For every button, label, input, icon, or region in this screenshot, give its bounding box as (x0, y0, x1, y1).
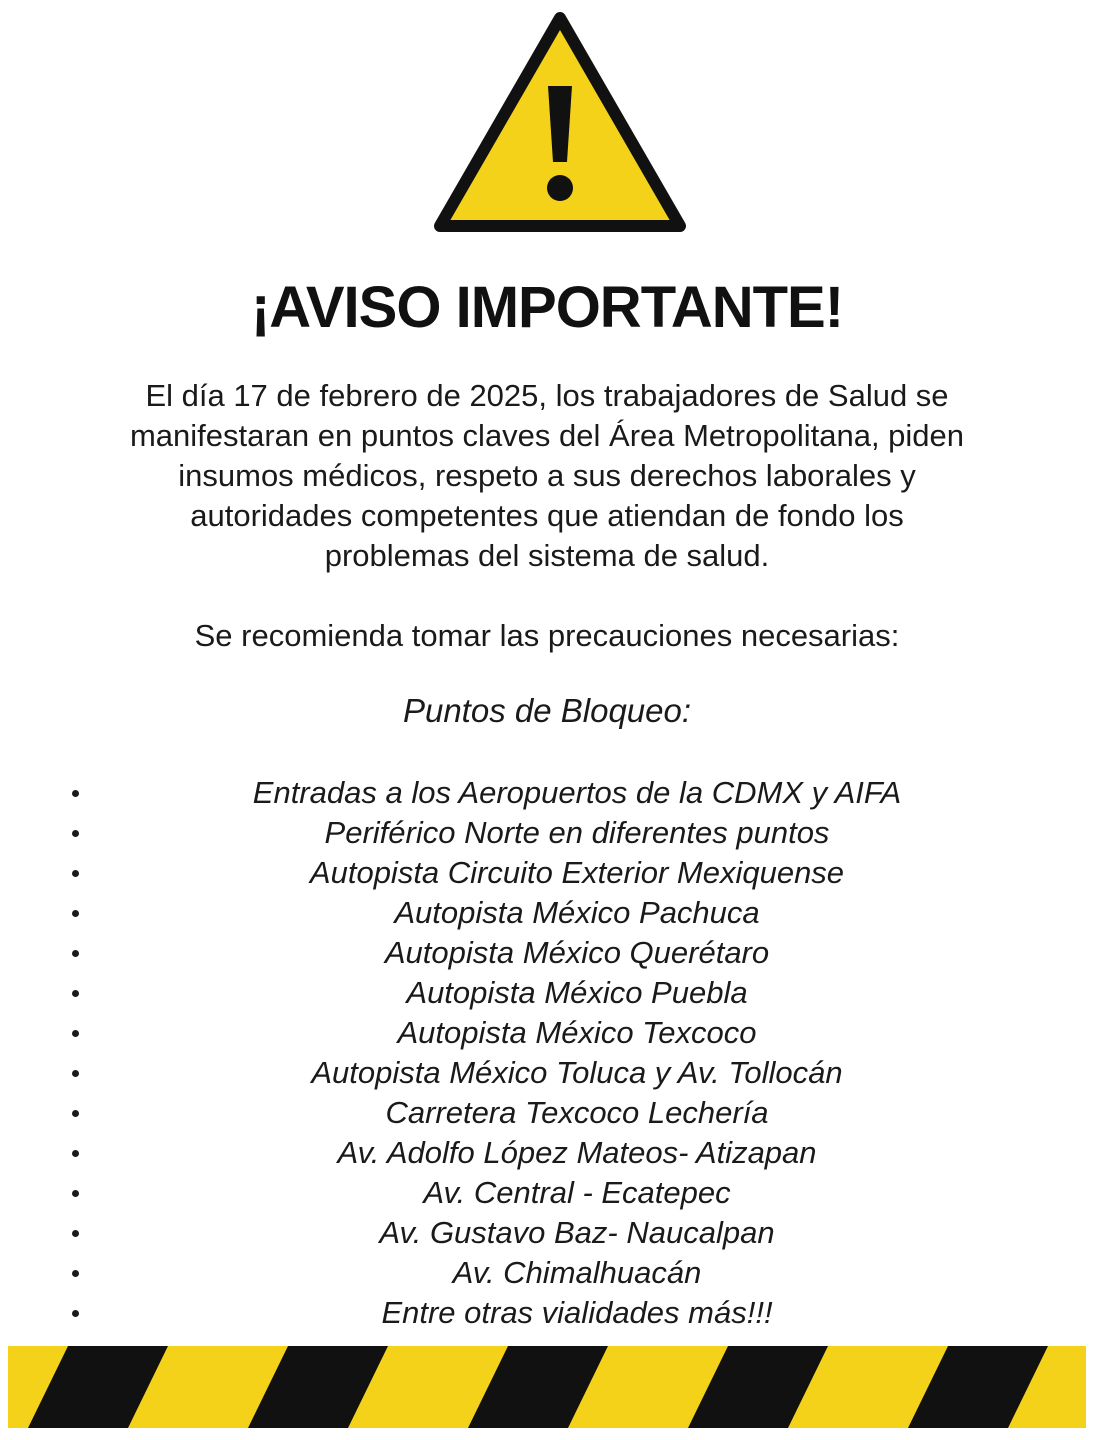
bullet-icon (72, 950, 79, 957)
list-item-text: Autopista México Querétaro (384, 935, 770, 970)
bullet-icon (72, 1110, 79, 1117)
bullet-icon (72, 910, 79, 917)
list-item-text: Autopista México Pachuca (394, 895, 760, 930)
bullet-icon (72, 1030, 79, 1037)
intro-line: manifestaran en puntos claves del Área Metropolitana, piden (129, 418, 965, 453)
list-item-text: Entre otras vialidades más!!! (381, 1295, 773, 1330)
points-heading: Puntos de Bloqueo: (402, 692, 692, 729)
list-item (0, 1173, 1094, 1213)
intro-line: insumos médicos, respeto a sus derechos laborales y (178, 458, 916, 493)
list-item (0, 893, 1094, 933)
bullet-icon (72, 1150, 79, 1157)
intro-line: El día 17 de febrero de 2025, los trabajadores de Salud se (145, 378, 949, 413)
list-item-text: Autopista Circuito Exterior Mexiquense (309, 855, 845, 890)
list-item (0, 973, 1094, 1013)
bullet-icon (72, 830, 79, 837)
list-item-text: Av. Central - Ecatepec (423, 1175, 731, 1210)
list-item (0, 1253, 1094, 1293)
page-title: ¡AVISO IMPORTANTE! (250, 275, 844, 340)
list-item-text: Av. Adolfo López Mateos- Atizapan (337, 1135, 817, 1170)
list-item-text: Autopista México Toluca y Av. Tollocán (311, 1055, 843, 1090)
intro-line: autoridades competentes que atiendan de fondo los (190, 498, 904, 533)
list-item (0, 773, 1094, 813)
list-item (0, 1293, 1094, 1333)
list-item-text: Entradas a los Aeropuertos de la CDMX y AIFA (252, 775, 902, 810)
list-item (0, 1053, 1094, 1093)
list-item-text: Av. Chimalhuacán (452, 1255, 702, 1290)
list-item (0, 813, 1094, 853)
bullet-icon (72, 1230, 79, 1237)
intro-line: problemas del sistema de salud. (324, 538, 770, 573)
bullet-icon (72, 990, 79, 997)
bullet-icon (72, 1190, 79, 1197)
caution-stripe-band (8, 1346, 1086, 1428)
bullet-icon (72, 870, 79, 877)
bullet-icon (72, 1270, 79, 1277)
list-item (0, 1093, 1094, 1133)
list-item-text: Av. Gustavo Baz- Naucalpan (379, 1215, 775, 1250)
list-item (0, 853, 1094, 893)
list-item (0, 1133, 1094, 1173)
exclamation-mark-dot (547, 175, 573, 201)
list-item (0, 1213, 1094, 1253)
list-item-text: Periférico Norte en diferentes puntos (324, 815, 830, 850)
intro-paragraph (30, 376, 1064, 576)
list-item (0, 1013, 1094, 1053)
bullet-icon (72, 1070, 79, 1077)
list-item-text: Autopista México Texcoco (397, 1015, 757, 1050)
bullet-icon (72, 1310, 79, 1317)
bullet-icon (72, 790, 79, 797)
recommendation-text: Se recomienda tomar las precauciones necesarias: (194, 618, 900, 653)
warning-triangle-icon (434, 12, 686, 234)
list-item-text: Carretera Texcoco Lechería (385, 1095, 769, 1130)
list-item (0, 933, 1094, 973)
blockade-points-list (0, 773, 1094, 1333)
list-item-text: Autopista México Puebla (406, 975, 748, 1010)
